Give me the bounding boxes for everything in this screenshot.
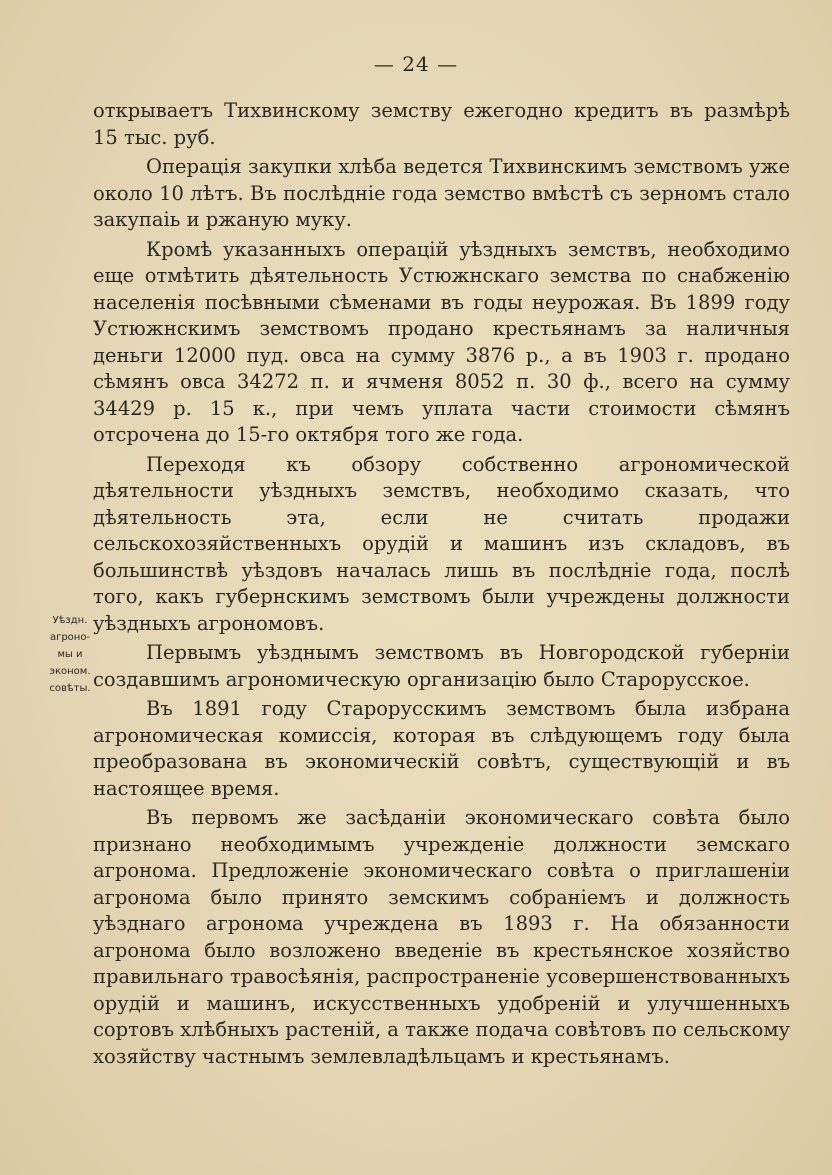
- page-number: — 24 —: [373, 52, 459, 76]
- paragraph-agronomic-activity: Переходя къ обзору собственно агрономической дѣятельности уѣздныхъ земствъ, необходимо сказать, что дѣятельность эта, если не считать продажи сельскохозяйственныхъ орудій и машинъ изъ складовъ, въ большинствѣ уѣздовъ началась лишь въ послѣдніе года, послѣ того, какъ губернскимъ земствомъ были учреждены должности уѣздныхъ агрономовъ.: [93, 452, 790, 635]
- margin-note: [44, 612, 96, 697]
- paragraph-first-session: Въ первомъ же засѣданіи экономическаго совѣта было признано необходимымъ учрежденіе должности земскаго агронома. Предложеніе экономическаго совѣта о приглашеніи агронома было принято земскимъ собраніемъ и должность уѣзднаго агронома учреждена въ 1893 г. На обязанности агронома было возложено введеніе въ крестьянское хозяйство правильнаго травосѣянія, распространеніе усовершенствованныхъ орудій и машинъ, искусственныхъ удобреній и улучшенныхъ сортовъ хлѣбныхъ растеній, а также подача совѣтовъ по сельскому хозяйству частнымъ землевладѣльцамъ и крестьянамъ.: [93, 806, 790, 1068]
- margin-note-line: Уѣздн.: [52, 615, 88, 626]
- paragraph-grain-purchase: Операція закупки хлѣба ведется Тихвинскимъ земствомъ уже около 10 лѣтъ. Въ послѣдніе года земство вмѣстѣ съ зерномъ стало закупаіь и ржаную муку.: [93, 155, 790, 231]
- margin-note-line: совѣты.: [49, 683, 91, 694]
- body-text: [93, 98, 790, 1073]
- margin-note-line: агроно-: [49, 632, 91, 643]
- margin-note-line: мы и: [57, 649, 83, 660]
- paragraph-ustyuzhna-seeds: Кромѣ указанныхъ операцій уѣздныхъ земствъ, необходимо еще отмѣтить дѣятельность Устюжнскаго земства по снабженію населенія посѣвными сѣменами въ годы неурожая. Въ 1899 году Устюжнскимъ земствомъ продано крестьянамъ за наличныя деньги 12000 пуд. овса на сумму 3876 р., а въ 1903 г. продано сѣмянъ овса 34272 п. и ячменя 8052 п. 30 ф., всего на сумму 34429 р. 15 к., при чемъ уплата части стоимости сѣмянъ отсрочена до 15-го октября того же года.: [93, 237, 790, 446]
- paragraph-continuation: открываетъ Тихвинскому земству ежегодно кредитъ въ размѣрѣ 15 тыс. руб.: [93, 99, 790, 149]
- margin-note-line: эконом.: [49, 666, 91, 677]
- paragraph-first-organization: Первымъ уѣзднымъ земствомъ въ Новгородской губерніи создавшимъ агрономическую организацію было Старорусское.: [93, 641, 790, 691]
- paragraph-commission-1891: Въ 1891 году Старорусскимъ земствомъ была избрана агрономическая комиссія, которая въ слѣдующемъ году была преобразована въ экономическій совѣтъ, существующій и въ настоящее время.: [93, 697, 790, 800]
